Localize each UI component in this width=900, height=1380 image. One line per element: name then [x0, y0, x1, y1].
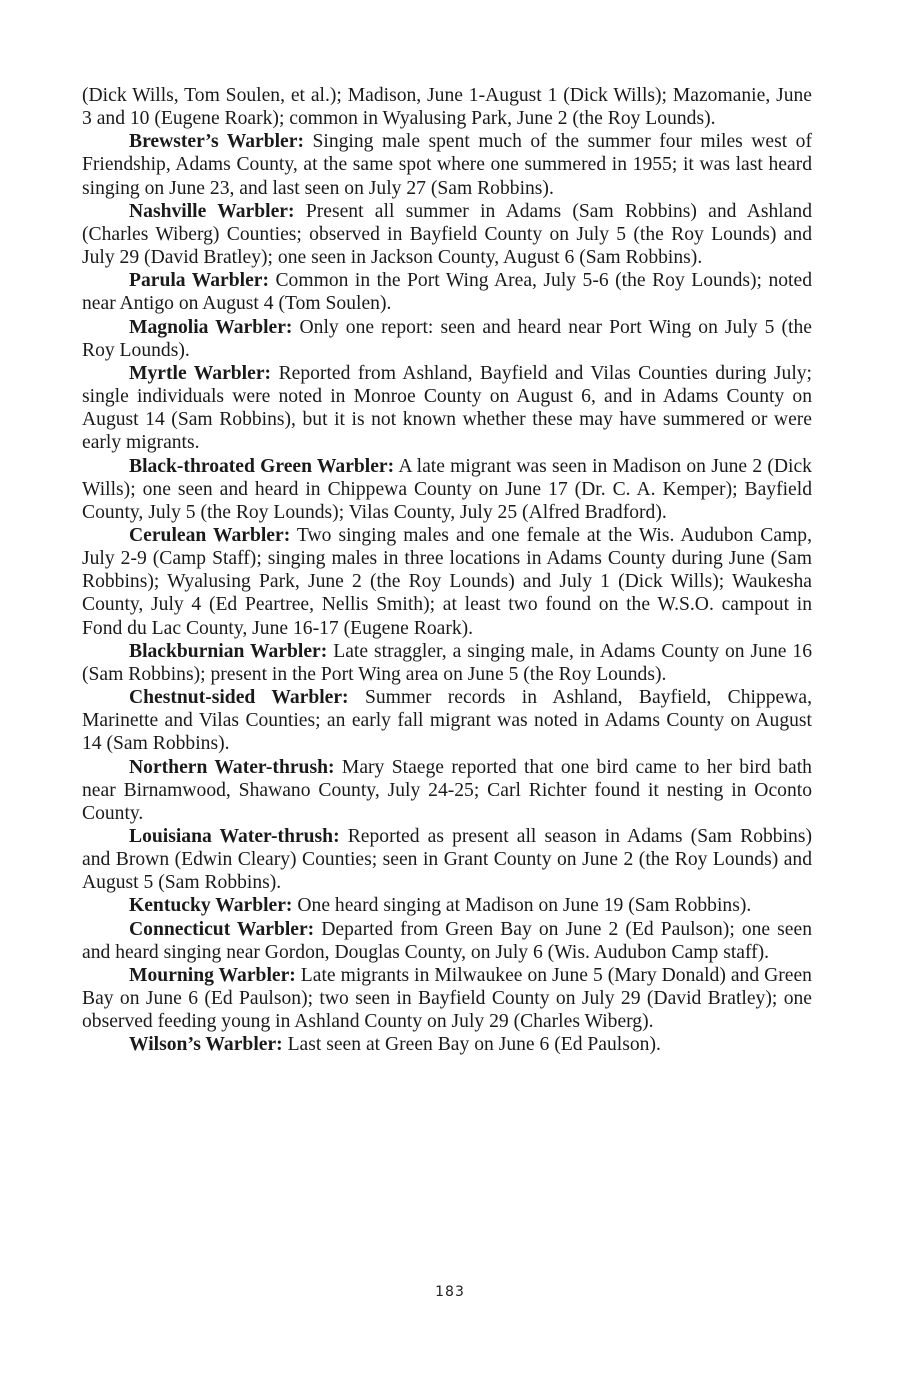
species-name: Blackburnian Warbler: — [129, 640, 328, 662]
entry-blackburnian-warbler — [82, 640, 812, 686]
entry-text: Mary Staege reported that one bird came to her bird bath near Birnamwood, Shawano County, July 24-25; Carl Richter found it nesting in Oconto County. — [82, 756, 812, 824]
page-number: 183 — [435, 1284, 465, 1300]
entry-connecticut-warbler — [82, 918, 812, 964]
entry-text: Late migrants in Milwaukee on June 5 (Mary Donald) and Green Bay on June 6 (Ed Paulson); two seen in Bayfield County on July 29 (David Bratley); one observed feeding young in Ashland County on July 29 (Charles Wiberg). — [82, 964, 812, 1033]
entry-black-throated-green-warbler — [82, 455, 812, 524]
species-name: Cerulean Warbler: — [129, 524, 291, 546]
entry-louisiana-water-thrush — [82, 825, 812, 894]
entry-text: Reported as present all season in Adams (Sam Robbins) and Brown (Edwin Cleary) Counties; seen in Grant County on June 2 (the Roy Lounds) and August 5 (Sam Robbins). — [82, 826, 812, 894]
entry-text: Present all summer in Adams (Sam Robbins) and Ashland (Charles Wiberg) Counties; observed in Bayfield County on July 5 (the Roy Lounds) and July 29 (David Bratley); one seen in Jackson County, August 6 (Sam Robbins). — [82, 200, 812, 269]
species-name: Black-throated Green Warbler: — [129, 455, 395, 477]
entry-text: Two singing males and one female at the Wis. Audubon Camp, July 2-9 (Camp Staff); singing males in three locations in Adams County during June (Sam Robbins); Wyalusing Park, June 2 (the Roy Lounds) and July 1 (Dick Wills); Waukesha County, July 4 (Ed Peartree, Nellis Smith); at least two found on the W.S.O. campout in Fond du Lac County, June 16-17 (Eugene Roark). — [82, 524, 812, 639]
entry-myrtle-warbler — [82, 362, 812, 455]
entry-mourning-warbler — [82, 964, 812, 1033]
species-name: Northern Water-thrush: — [129, 756, 335, 778]
species-name: Nashville Warbler: — [129, 200, 295, 222]
entry-text: Only one report: seen and heard near Port Wing on July 5 (the Roy Lounds). — [82, 316, 812, 361]
entry-magnolia-warbler — [82, 316, 812, 362]
species-name: Brewster’s Warbler: — [129, 131, 304, 153]
body-text — [82, 84, 812, 1057]
species-name: Connecticut Warbler: — [129, 918, 315, 940]
entry-chestnut-sided-warbler — [82, 686, 812, 755]
entry-text: Late straggler, a singing male, in Adams County on June 16 (Sam Robbins); present in the Port Wing area on June 5 (the Roy Lounds). — [82, 640, 812, 685]
entry-text: Common in the Port Wing Area, July 5-6 (the Roy Lounds); noted near Antigo on August 4 (Tom Soulen). — [82, 270, 812, 315]
species-name: Magnolia Warbler: — [129, 316, 293, 338]
species-name: Kentucky Warbler: — [129, 895, 293, 917]
entry-text: Singing male spent much of the summer four miles west of Friendship, Adams County, at the same spot where one summered in 1955; it was last heard singing on June 23, and last seen on July 27 (Sam Robbins). — [82, 131, 813, 199]
entry-text: Last seen at Green Bay on June 6 (Ed Paulson). — [287, 1034, 661, 1056]
species-name: Parula Warbler: — [129, 270, 269, 292]
entry-text: A late migrant was seen in Madison on June 2 (Dick Wills); one seen and heard in Chippewa County on June 17 (Dr. C. A. Kemper); Bayfield County, July 5 (the Roy Lounds); Vilas County, July 25 (Alfred Bradford). — [82, 455, 812, 523]
species-name: Wilson’s Warbler: — [129, 1034, 283, 1056]
entry-wilsons-warbler — [82, 1033, 812, 1056]
species-name: Chestnut-sided Warbler: — [129, 687, 349, 709]
entry-cerulean-warbler — [82, 524, 812, 640]
species-name: Mourning Warbler: — [129, 964, 296, 986]
entry-kentucky-warbler — [82, 894, 812, 917]
entry-parula-warbler — [82, 269, 812, 315]
entry-nashville-warbler — [82, 200, 812, 269]
entry-brewsters-warbler — [82, 130, 812, 199]
continuation-paragraph: (Dick Wills, Tom Soulen, et al.); Madison, June 1-August 1 (Dick Wills); Mazomanie, June 3 and 10 (Eugene Roark); common in Wyalusing Park, June 2 (the Roy Lounds). — [82, 85, 812, 130]
entry-text: One heard singing at Madison on June 19 (Sam Robbins). — [297, 895, 752, 917]
entry-text: Summer records in Ashland, Bayfield, Chippewa, Marinette and Vilas Counties; an early fall migrant was noted in Adams County on August 14 (Sam Robbins). — [82, 687, 812, 755]
entry-text: Reported from Ashland, Bayfield and Vilas Counties during July; single individuals were noted in Monroe County on August 6, and in Adams County on August 14 (Sam Robbins), but it is not known whether these may have summered or were early migrants. — [82, 362, 812, 454]
entry-northern-water-thrush — [82, 756, 812, 825]
species-name: Myrtle Warbler: — [129, 362, 272, 384]
entry-text: Departed from Green Bay on June 2 (Ed Paulson); one seen and heard singing near Gordon, Douglas County, on July 6 (Wis. Audubon Camp staff). — [82, 918, 812, 963]
species-name: Louisiana Water-thrush: — [129, 826, 340, 847]
